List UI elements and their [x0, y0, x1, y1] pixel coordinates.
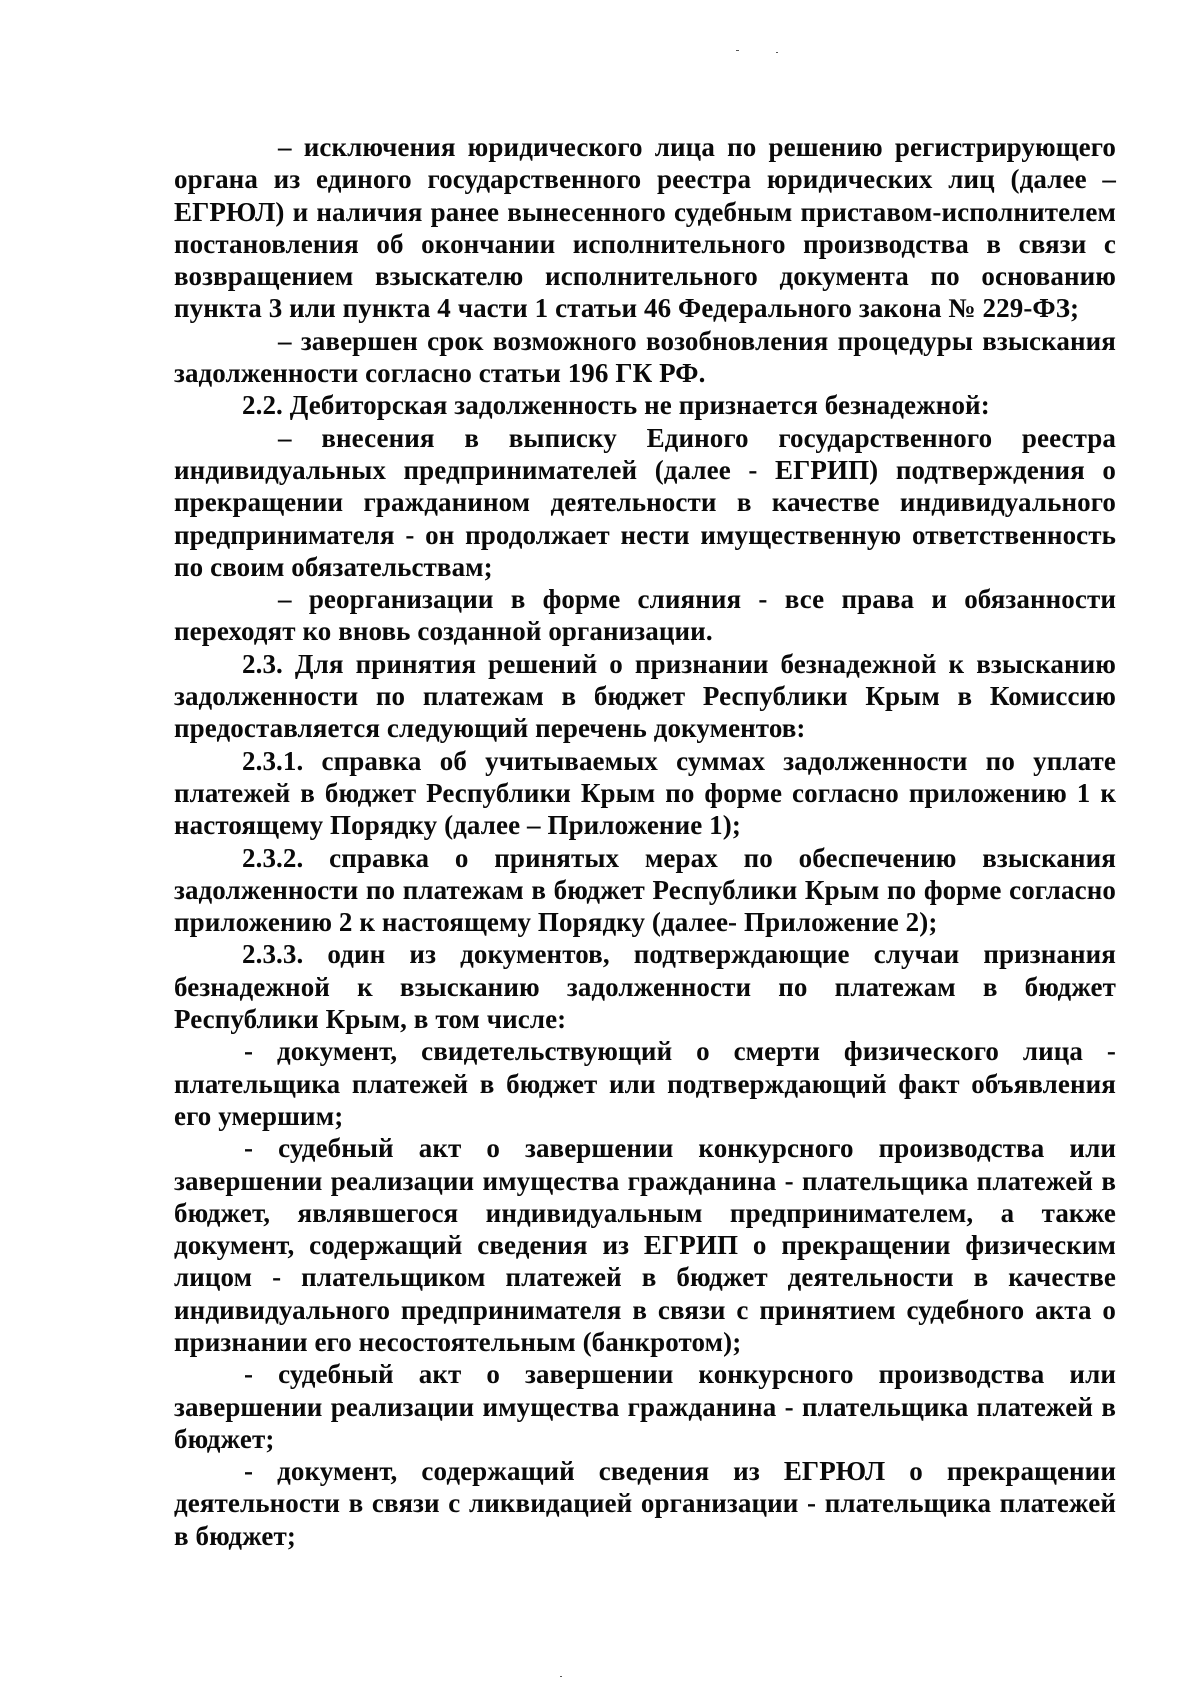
paragraph-death-document: - документ, свидетельствующий о смерти физического лица - плательщика платежей в бюджет или подтверждающий факт объявления его умершим; — [174, 1036, 1116, 1131]
document-body — [174, 131, 1116, 1552]
paragraph-court-act-citizen: - судебный акт о завершении конкурсного производства или завершении реализации имущества гражданина - плательщика платежей в бюджет; — [174, 1359, 1116, 1454]
paragraph-2-3-1: 2.3.1. справка об учитываемых суммах задолженности по уплате платежей в бюджет Республики Крым по форме согласно приложению 1 к настоящему Порядку (далее – Приложение 1); — [174, 745, 1116, 841]
paragraph-merger: – реорганизации в форме слияния - все права и обязанности переходят ко вновь созданной организации. — [174, 584, 1116, 647]
paragraph-2-3-2: 2.3.2. справка о принятых мерах по обеспечению взыскания задолженности по платежам в бюджет Республики Крым по форме согласно приложению 2 к настоящему Порядку (далее- Приложение 2); — [174, 842, 1116, 938]
paragraph-2-3-heading: 2.3. Для принятия решений о признании безнадежной к взысканию задолженности по платежам в бюджет Республики Крым в Комиссию предоставляется следующий перечень документов: — [174, 648, 1116, 744]
paragraph-2-2-heading: 2.2. Дебиторская задолженность не признается безнадежной: — [242, 390, 990, 421]
scan-speck — [776, 52, 778, 53]
paragraph-liquidation-document: - документ, содержащий сведения из ЕГРЮЛ о прекращении деятельности в связи с ликвидацией организации - плательщика платежей в бюджет; — [174, 1456, 1116, 1551]
paragraph-limitation-period: – завершен срок возможного возобновления процедуры взыскания задолженности согласно статьи 196 ГК РФ. — [174, 325, 1116, 389]
paragraph-court-act-entrepreneur: - судебный акт о завершении конкурсного производства или завершении реализации имущества гражданина - плательщика платежей в бюджет, являвшегося индивидуальным предпринимателем, а также документ, содержащий сведения из ЕГРИП о прекращении физическим лицом - плательщиком платежей в бюджет деятельности в качестве индивидуального предпринимателя в связи с принятием судебного акта о признании его несостоятельным (банкротом); — [174, 1133, 1116, 1357]
paragraph-egrul-exclusion: – исключения юридического лица по решению регистрирующего органа из единого государственного реестра юридических лиц (далее – ЕГРЮЛ) и наличия ранее вынесенного судебным приставом-исполнителем постановления об окончании исполнительного производства в связи с возвращением взыскателю исполнительного документа по основанию пункта 3 или пункта 4 части 1 статьи 46 Федерального закона № 229-ФЗ; — [174, 132, 1116, 324]
scan-speck — [736, 50, 739, 51]
scan-speck — [560, 1676, 562, 1677]
paragraph-egrip-entry: – внесения в выписку Единого государственного реестра индивидуальных предпринимателей (далее - ЕГРИП) подтверждения о прекращении гражданином деятельности в качестве индивидуального предпринимателя - он продолжает нести имущественную ответственность по своим обязательствам; — [174, 422, 1116, 582]
paragraph-2-3-3: 2.3.3. один из документов, подтверждающие случаи признания безнадежной к взысканию задолженности по платежам в бюджет Республики Крым, в том числе: — [174, 939, 1116, 1035]
